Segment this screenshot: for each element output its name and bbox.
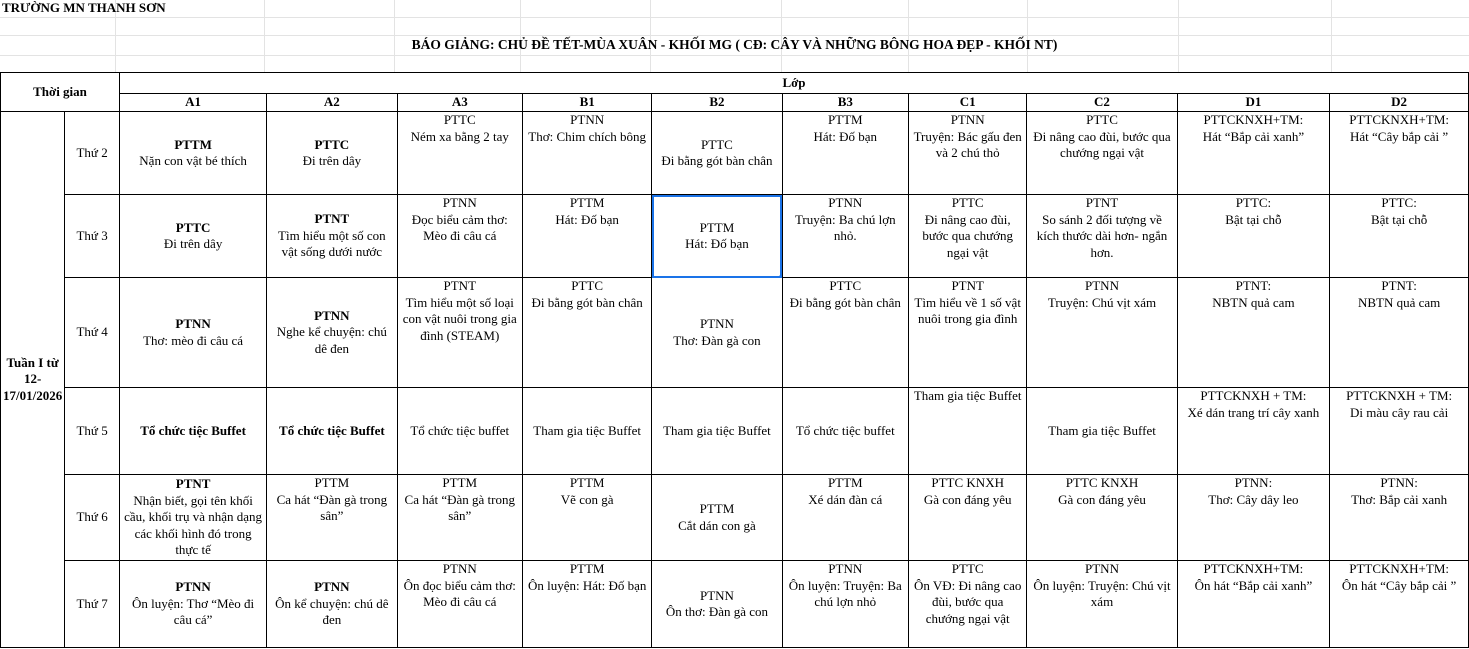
lesson-area: PTNT: [443, 278, 477, 293]
day-label[interactable]: Thứ 2: [65, 112, 120, 195]
lesson-text: Ôn luyện: Hát: Đố bạn: [527, 577, 647, 593]
lesson-cell-b1[interactable]: [523, 112, 652, 195]
lesson-text: Thơ: Chim chích bông: [528, 128, 647, 144]
lesson-area: PTNN: [314, 579, 350, 595]
lesson-area: PTTC: [1086, 112, 1118, 127]
class-header-c2[interactable]: C2: [1027, 94, 1177, 112]
lesson-text: Thơ: mèo đi câu cá: [143, 332, 244, 348]
lesson-area: PTTM: [314, 475, 350, 490]
lesson-area: PTNN:: [1380, 475, 1418, 490]
lesson-text: NBTN quả cam: [1212, 294, 1295, 310]
lesson-cell-c2[interactable]: [1027, 195, 1177, 278]
report-title: BÁO GIẢNG: CHỦ ĐỀ TẾT-MÙA XUÂN - KHỐI MG ( CĐ: CÂY VÀ NHỮNG BÔNG HOA ĐẸP - KHỐI NT): [411, 37, 1058, 52]
lesson-cell-c1[interactable]: [908, 112, 1026, 195]
lesson-area: PTTC: [951, 561, 984, 576]
lesson-text: Tìm hiểu một số loại con vật nuôi trong gia đình (STEAM): [402, 294, 517, 343]
lesson-cell-c1[interactable]: [908, 195, 1026, 278]
lesson-text: Ôn luyện: Truyện: Ba chú lợn nhỏ: [788, 577, 902, 609]
lesson-area: PTTM: [569, 195, 605, 210]
lesson-cell-b3[interactable]: [782, 561, 908, 648]
class-header-c1[interactable]: C1: [908, 94, 1026, 112]
class-header-a3[interactable]: A3: [397, 94, 522, 112]
lesson-cell-b1[interactable]: [523, 475, 652, 561]
lesson-cell-b3[interactable]: [782, 112, 908, 195]
lesson-cell-b1[interactable]: [523, 278, 652, 388]
lesson-area: PTNN: [828, 561, 863, 576]
lesson-cell-a3[interactable]: [397, 112, 522, 195]
lesson-text: Truyện: Chú vịt xám: [1047, 294, 1157, 310]
lesson-area: PTNN: [442, 195, 477, 210]
lesson-text: Thơ: Bắp cải xanh: [1351, 491, 1448, 507]
lesson-text: Nặn con vật bé thích: [139, 153, 247, 168]
lesson-cell-d2[interactable]: [1330, 561, 1469, 648]
lesson-text: Đi bằng gót bàn chân: [789, 294, 901, 310]
lesson-text: Bật tại chỗ: [1370, 211, 1428, 227]
lesson-area: PTNN: [175, 579, 211, 595]
class-header-b3[interactable]: B3: [782, 94, 908, 112]
lesson-text: Tìm hiểu về 1 số vật nuôi trong gia đình: [914, 294, 1021, 326]
lesson-area: PTNN:: [1234, 475, 1273, 490]
table-row: [1, 195, 1469, 278]
lesson-cell-a1[interactable]: [120, 195, 267, 278]
lesson-cell-a1[interactable]: [120, 388, 267, 475]
lesson-text: Tham gia tiệc Buffet: [663, 422, 771, 438]
lesson-text: Hát “Bắp cải xanh”: [1202, 128, 1305, 144]
lesson-text: Ném xa bằng 2 tay: [410, 128, 509, 144]
lesson-cell-b1[interactable]: [523, 561, 652, 648]
time-header[interactable]: Thời gian: [1, 73, 120, 112]
lesson-text: Truyện: Ba chú lợn nhỏ.: [794, 211, 896, 243]
lesson-text: Đi nâng cao đùi, bước qua chướng ngại vật: [1033, 128, 1171, 160]
class-header-d1[interactable]: D1: [1177, 94, 1330, 112]
lesson-text: Tổ chức tiệc Buffet: [279, 422, 385, 438]
lesson-cell-a1[interactable]: [120, 278, 267, 388]
lesson-text: Đi bằng gót bàn chân: [661, 153, 773, 168]
lesson-cell-a3[interactable]: [397, 195, 522, 278]
lesson-text: Hát: Đố bạn: [555, 211, 619, 227]
table-row: [1, 561, 1469, 648]
table-row: [1, 278, 1469, 388]
lesson-area: PTNN: [699, 316, 734, 331]
lesson-cell-c2[interactable]: [1027, 475, 1177, 561]
lesson-cell-d1[interactable]: [1177, 475, 1330, 561]
lesson-cell-b2[interactable]: [652, 112, 782, 195]
lesson-cell-b2[interactable]: [652, 388, 782, 475]
lesson-cell-a3[interactable]: [397, 388, 522, 475]
lesson-cell-a2[interactable]: [267, 561, 397, 648]
lesson-area: PTTCKNXH + TM:: [1346, 388, 1453, 403]
lesson-area: PTNN: [699, 587, 734, 603]
lesson-text: Gà con đáng yêu: [1058, 491, 1146, 507]
lesson-cell-b2[interactable]: [652, 475, 782, 561]
lesson-cell-d2[interactable]: [1330, 388, 1469, 475]
lesson-area: PTNN: [314, 307, 350, 323]
lesson-area: PTNN: [828, 195, 863, 210]
lesson-area: PTNN: [1085, 278, 1119, 293]
lesson-area: PTNN: [1085, 561, 1119, 576]
lesson-cell-d1[interactable]: [1177, 388, 1330, 475]
lesson-text: Ôn hát “Cây bắp cải ”: [1341, 577, 1457, 593]
lesson-text: Ca hát “Đàn gà trong sân”: [276, 491, 388, 523]
lesson-text: Đi bằng gót bàn chân: [531, 294, 643, 310]
lesson-text: Tổ chức tiệc Buffet: [140, 422, 246, 438]
lesson-area: PTTM: [699, 501, 735, 516]
lesson-cell-a2[interactable]: [267, 112, 397, 195]
lesson-area: PTTC: [701, 136, 733, 152]
lesson-text: NBTN quả cam: [1357, 294, 1441, 310]
lesson-area: PTTC: [951, 195, 984, 210]
day-label[interactable]: Thứ 5: [65, 388, 120, 475]
lesson-cell-a2[interactable]: [267, 475, 397, 561]
day-label[interactable]: Thứ 7: [65, 561, 120, 648]
lesson-cell-b1[interactable]: [523, 195, 652, 278]
lesson-area: PTNN: [950, 112, 985, 127]
lesson-cell-a3[interactable]: [397, 475, 522, 561]
lesson-text: Đi trên dây: [163, 236, 223, 251]
lesson-area: PTTC: [571, 278, 604, 293]
lesson-text: Ôn luyện: Thơ “Mèo đi câu cá”: [132, 595, 255, 628]
lesson-area: PTTC: [314, 136, 350, 152]
lesson-cell-d1[interactable]: [1177, 195, 1330, 278]
lesson-cell-b2[interactable]: [652, 195, 782, 278]
lesson-text: Vẽ con gà: [560, 491, 614, 507]
lesson-cell-a1[interactable]: [120, 112, 267, 195]
day-label[interactable]: Thứ 6: [65, 475, 120, 561]
lesson-cell-d2[interactable]: [1330, 475, 1469, 561]
lesson-area: PTTC:: [1235, 195, 1272, 210]
lesson-cell-a1[interactable]: [120, 475, 267, 561]
lesson-cell-c2[interactable]: [1027, 388, 1177, 475]
lesson-cell-b2[interactable]: [652, 561, 782, 648]
lesson-text: Thơ: Cây dây leo: [1208, 491, 1299, 507]
lesson-text: Đi nâng cao đùi, bước qua chướng ngại vật: [922, 211, 1014, 260]
lesson-area: PTTM: [174, 136, 212, 152]
lesson-area: PTTCKNXH+TM:: [1349, 112, 1449, 127]
lesson-text: Truyện: Bác gấu đen và 2 chú thỏ: [913, 128, 1022, 160]
lesson-area: PTNT:: [1381, 278, 1417, 293]
lesson-cell-d1[interactable]: [1177, 561, 1330, 648]
lesson-cell-b3[interactable]: [782, 195, 908, 278]
lesson-cell-a3[interactable]: [397, 278, 522, 388]
lesson-cell-b3[interactable]: [782, 475, 908, 561]
lesson-cell-c2[interactable]: [1027, 112, 1177, 195]
lesson-area: PTTCKNXH+TM:: [1349, 561, 1449, 576]
lesson-text: Hát “Cây bắp cải ”: [1350, 128, 1449, 144]
day-label[interactable]: Thứ 4: [65, 278, 120, 388]
lesson-text: Xé dán trang trí cây xanh: [1187, 404, 1320, 420]
lesson-text: Ôn hát “Bắp cải xanh”: [1194, 577, 1313, 593]
class-group-header[interactable]: Lớp: [120, 73, 1469, 94]
class-header-a2[interactable]: A2: [267, 94, 397, 112]
lesson-area: PTTC: [443, 112, 476, 127]
table-row: [1, 388, 1469, 475]
lesson-text: Tham gia tiệc Buffet: [533, 422, 641, 438]
lesson-text: Gà con đáng yêu: [923, 491, 1012, 507]
lesson-cell-c1[interactable]: [908, 278, 1026, 388]
lesson-cell-a3[interactable]: [397, 561, 522, 648]
lesson-text: Hát: Đố bạn: [813, 128, 878, 144]
lesson-text: Ôn kể chuyện: chú dê đen: [275, 595, 389, 628]
lesson-area: PTTM: [569, 561, 605, 576]
lesson-text: Cắt dán con gà: [678, 517, 756, 533]
lesson-area: PTTCKNXH+TM:: [1203, 112, 1304, 127]
lesson-area: PTNT: [951, 278, 984, 293]
lesson-cell-d2[interactable]: [1330, 195, 1469, 278]
lesson-text: So sánh 2 đối tượng về kích thước dài hơn- ngắn hơn.: [1036, 211, 1168, 260]
lesson-text: Bật tại chỗ: [1225, 211, 1282, 227]
lesson-area: PTTM: [699, 219, 735, 235]
lesson-cell-b2[interactable]: [652, 278, 782, 388]
class-header-b1[interactable]: B1: [523, 94, 652, 112]
lesson-text: Ôn VĐ: Đi nâng cao đùi, bước qua chướng ngại vật: [914, 577, 1022, 626]
schedule-table: [0, 72, 1469, 648]
lesson-cell-a1[interactable]: [120, 561, 267, 648]
lesson-text: Nhận biết, gọi tên khối cầu, khối trụ và nhận dạng các khối hình đó trong thực tế: [124, 492, 263, 558]
lesson-cell-d1[interactable]: [1177, 278, 1330, 388]
lesson-text: Tham gia tiệc Buffet: [913, 388, 1022, 403]
lesson-area: PTNT: [314, 211, 350, 227]
lesson-text: Tham gia tiệc Buffet: [1048, 422, 1156, 438]
lesson-area: PTTC: [175, 219, 211, 235]
lesson-text: Nghe kể chuyện: chú dê đen: [276, 324, 387, 356]
lesson-area: PTTM: [827, 475, 863, 490]
lesson-area: PTTM: [442, 475, 478, 490]
lesson-area: PTTC KNXH: [1065, 475, 1139, 490]
lesson-cell-b3[interactable]: [782, 278, 908, 388]
lesson-area: PTTM: [827, 112, 863, 127]
lesson-cell-d2[interactable]: [1330, 278, 1469, 388]
lesson-cell-a2[interactable]: [267, 388, 397, 475]
lesson-area: PTTCKNXH + TM:: [1200, 388, 1307, 403]
fill-handle[interactable]: [779, 274, 783, 278]
lesson-area: PTNN: [442, 561, 477, 576]
lesson-text: Hát: Đố bạn: [685, 236, 749, 251]
week-label[interactable]: Tuần I từ 12-17/01/2026: [1, 112, 65, 648]
lesson-area: PTTC KNXH: [931, 475, 1004, 490]
lesson-cell-d1[interactable]: [1177, 112, 1330, 195]
lesson-area: PTNN: [175, 316, 211, 331]
lesson-text: Tìm hiểu một số con vật sống dưới nước: [278, 227, 386, 260]
lesson-text: Đọc biểu cảm thơ: Mèo đi câu cá: [411, 211, 508, 243]
lesson-text: Thơ: Đàn gà con: [673, 332, 761, 348]
lesson-cell-d2[interactable]: [1330, 112, 1469, 195]
lesson-cell-b1[interactable]: [523, 388, 652, 475]
lesson-cell-a2[interactable]: [267, 278, 397, 388]
lesson-cell-c2[interactable]: [1027, 278, 1177, 388]
day-label[interactable]: Thứ 3: [65, 195, 120, 278]
class-header-a1[interactable]: A1: [120, 94, 267, 112]
lesson-area: PTTCKNXH+TM:: [1203, 561, 1304, 576]
lesson-cell-c1[interactable]: [908, 561, 1026, 648]
lesson-cell-c2[interactable]: [1027, 561, 1177, 648]
class-header-d2[interactable]: D2: [1330, 94, 1469, 112]
lesson-text: Tổ chức tiệc buffet: [410, 422, 510, 438]
lesson-area: PTNN: [570, 112, 605, 127]
lesson-text: Đi trên dây: [302, 153, 362, 168]
lesson-text: Di màu cây rau cải: [1350, 404, 1449, 420]
lesson-cell-a2[interactable]: [267, 195, 397, 278]
lesson-area: PTNT: [175, 476, 211, 492]
lesson-text: Tổ chức tiệc buffet: [795, 422, 895, 438]
lesson-text: Ca hát “Đàn gà trong sân”: [404, 491, 515, 523]
school-name: TRƯỜNG MN THANH SƠN: [2, 0, 166, 15]
lesson-text: Ôn thơ: Đàn gà con: [665, 604, 769, 619]
table-row: [1, 112, 1469, 195]
class-header-b2[interactable]: B2: [652, 94, 782, 112]
lesson-cell-b3[interactable]: [782, 388, 908, 475]
lesson-area: PTTC:: [1381, 195, 1417, 210]
table-row: [1, 475, 1469, 561]
lesson-area: PTNT:: [1235, 278, 1272, 293]
lesson-text: Ôn đọc biểu cảm thơ: Mèo đi câu cá: [403, 577, 516, 609]
lesson-area: PTNT: [1085, 195, 1119, 210]
lesson-cell-c1[interactable]: [908, 475, 1026, 561]
lesson-cell-c1[interactable]: [908, 388, 1026, 475]
lesson-area: PTTM: [569, 475, 605, 490]
lesson-area: PTTC: [829, 278, 862, 293]
lesson-text: Xé dán đàn cá: [808, 491, 883, 507]
lesson-text: Ôn luyện: Truyện: Chú vịt xám: [1033, 577, 1171, 609]
